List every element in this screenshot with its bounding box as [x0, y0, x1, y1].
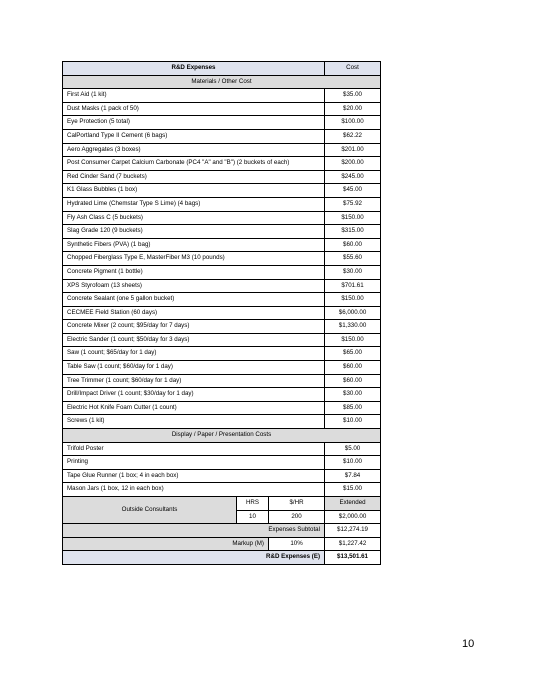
- table-row: [63, 143, 381, 157]
- table-body: [63, 62, 381, 565]
- item-cost: $100.00: [325, 116, 381, 130]
- item-cost: $7.84: [325, 469, 381, 483]
- total-row: [63, 551, 381, 565]
- hrs-value: 10: [237, 510, 269, 524]
- item-desc: Concrete Pigment (1 bottle): [63, 265, 325, 279]
- item-desc: Hydrated Lime (Chemstar Type S Lime) (4 bags): [63, 197, 325, 211]
- item-desc: Printing: [63, 456, 325, 470]
- item-cost: $150.00: [325, 211, 381, 225]
- table-row: [63, 129, 381, 143]
- section-row-materials: [63, 75, 381, 89]
- item-cost: $150.00: [325, 333, 381, 347]
- item-cost: $315.00: [325, 225, 381, 239]
- markup-row: [63, 537, 381, 551]
- table-row: [63, 211, 381, 225]
- total-label: R&D Expenses (E): [63, 551, 325, 565]
- table-row: [63, 279, 381, 293]
- item-desc: Post Consumer Carpet Calcium Carbonate (PC4 "A" and "B") (2 buckets of each): [63, 157, 325, 171]
- item-cost: $35.00: [325, 89, 381, 103]
- item-cost: $30.00: [325, 388, 381, 402]
- table-row: [63, 333, 381, 347]
- page-number: 10: [462, 638, 475, 650]
- item-desc: Aero Aggregates (3 boxes): [63, 143, 325, 157]
- total-value: $13,501.61: [325, 551, 381, 565]
- item-desc: XPS Styrofoam (13 sheets): [63, 279, 325, 293]
- item-desc: CECMEE Field Station (60 days): [63, 306, 325, 320]
- item-desc: Trifold Poster: [63, 442, 325, 456]
- item-cost: $10.00: [325, 415, 381, 429]
- item-desc: Dust Masks (1 pack of 50): [63, 102, 325, 116]
- extended-header: Extended: [325, 497, 381, 511]
- table-row: [63, 374, 381, 388]
- rd-expenses-table-container: [62, 61, 380, 565]
- section-materials-label: Materials / Other Cost: [63, 75, 381, 89]
- item-desc: Table Saw (1 count; $60/day for 1 day): [63, 361, 325, 375]
- table-row: [63, 469, 381, 483]
- item-cost: $60.00: [325, 238, 381, 252]
- item-desc: Tree Trimmer (1 count; $60/day for 1 day): [63, 374, 325, 388]
- item-desc: Mason Jars (1 box, 12 in each box): [63, 483, 325, 497]
- markup-label: Markup (M): [63, 537, 269, 551]
- item-cost: $200.00: [325, 157, 381, 171]
- item-desc: CalPortland Type II Cement (6 bags): [63, 129, 325, 143]
- rate-value: 200: [269, 510, 325, 524]
- table-row: [63, 197, 381, 211]
- item-desc: Red Cinder Sand (7 buckets): [63, 170, 325, 184]
- item-cost: $20.00: [325, 102, 381, 116]
- table-row: [63, 401, 381, 415]
- item-desc: Screws (1 kit): [63, 415, 325, 429]
- outside-consultants-label: Outside Consultants: [63, 497, 237, 524]
- table-row: [63, 483, 381, 497]
- rate-header: $/HR: [269, 497, 325, 511]
- rd-expenses-table: [62, 61, 381, 565]
- item-cost: $150.00: [325, 293, 381, 307]
- hrs-header: HRS: [237, 497, 269, 511]
- item-desc: First Aid (1 kit): [63, 89, 325, 103]
- item-cost: $30.00: [325, 265, 381, 279]
- table-row: [63, 157, 381, 171]
- item-desc: Concrete Mixer (2 count; $95/day for 7 days): [63, 320, 325, 334]
- table-row: [63, 170, 381, 184]
- item-cost: $15.00: [325, 483, 381, 497]
- item-desc: Tape Glue Runner (1 box; 4 in each box): [63, 469, 325, 483]
- item-desc: Concrete Sealant (one 5 gallon bucket): [63, 293, 325, 307]
- table-row: [63, 361, 381, 375]
- table-row: [63, 184, 381, 198]
- table-row: [63, 225, 381, 239]
- item-cost: $55.60: [325, 252, 381, 266]
- header-rd-expenses: R&D Expenses: [63, 62, 325, 76]
- subtotal-value: $12,274.19: [325, 524, 381, 538]
- table-row: [63, 442, 381, 456]
- subtotal-spacer: [63, 524, 237, 538]
- header-cost: Cost: [325, 62, 381, 76]
- item-cost: $62.22: [325, 129, 381, 143]
- table-row: [63, 238, 381, 252]
- item-cost: $85.00: [325, 401, 381, 415]
- section-row-display: [63, 429, 381, 443]
- table-row: [63, 252, 381, 266]
- table-row: [63, 388, 381, 402]
- item-cost: $60.00: [325, 374, 381, 388]
- markup-value: $1,227.42: [325, 537, 381, 551]
- section-display-label: Display / Paper / Presentation Costs: [63, 429, 381, 443]
- table-row: [63, 265, 381, 279]
- item-cost: $6,000.00: [325, 306, 381, 320]
- item-desc: Electric Sander (1 count; $50/day for 3 days): [63, 333, 325, 347]
- item-cost: $5.00: [325, 442, 381, 456]
- item-cost: $10.00: [325, 456, 381, 470]
- item-desc: K1 Glass Bubbles (1 box): [63, 184, 325, 198]
- item-desc: Chopped Fiberglass Type E, MasterFiber M3 (10 pounds): [63, 252, 325, 266]
- item-desc: Electric Hot Knife Foam Cutter (1 count): [63, 401, 325, 415]
- item-cost: $65.00: [325, 347, 381, 361]
- item-desc: Slag Grade 120 (9 buckets): [63, 225, 325, 239]
- item-desc: Drill/Impact Driver (1 count; $30/day for 1 day): [63, 388, 325, 402]
- table-row: [63, 320, 381, 334]
- table-row: [63, 89, 381, 103]
- item-desc: Saw (1 count; $65/day for 1 day): [63, 347, 325, 361]
- table-row: [63, 347, 381, 361]
- table-row: [63, 456, 381, 470]
- table-row: [63, 116, 381, 130]
- table-header-row: [63, 62, 381, 76]
- extended-value: $2,000.00: [325, 510, 381, 524]
- markup-pct: 10%: [269, 537, 325, 551]
- item-cost: $60.00: [325, 361, 381, 375]
- item-desc: Eye Protection (5 total): [63, 116, 325, 130]
- item-desc: Fly Ash Class C (5 buckets): [63, 211, 325, 225]
- item-cost: $701.61: [325, 279, 381, 293]
- item-cost: $45.00: [325, 184, 381, 198]
- item-cost: $201.00: [325, 143, 381, 157]
- item-cost: $245.00: [325, 170, 381, 184]
- consultants-header-row: [63, 497, 381, 511]
- subtotal-row: [63, 524, 381, 538]
- table-row: [63, 415, 381, 429]
- item-cost: $1,330.00: [325, 320, 381, 334]
- table-row: [63, 306, 381, 320]
- table-row: [63, 293, 381, 307]
- item-desc: Synthetic Fibers (PVA) (1 bag): [63, 238, 325, 252]
- subtotal-label: Expenses Subtotal: [237, 524, 325, 538]
- table-row: [63, 102, 381, 116]
- item-cost: $75.92: [325, 197, 381, 211]
